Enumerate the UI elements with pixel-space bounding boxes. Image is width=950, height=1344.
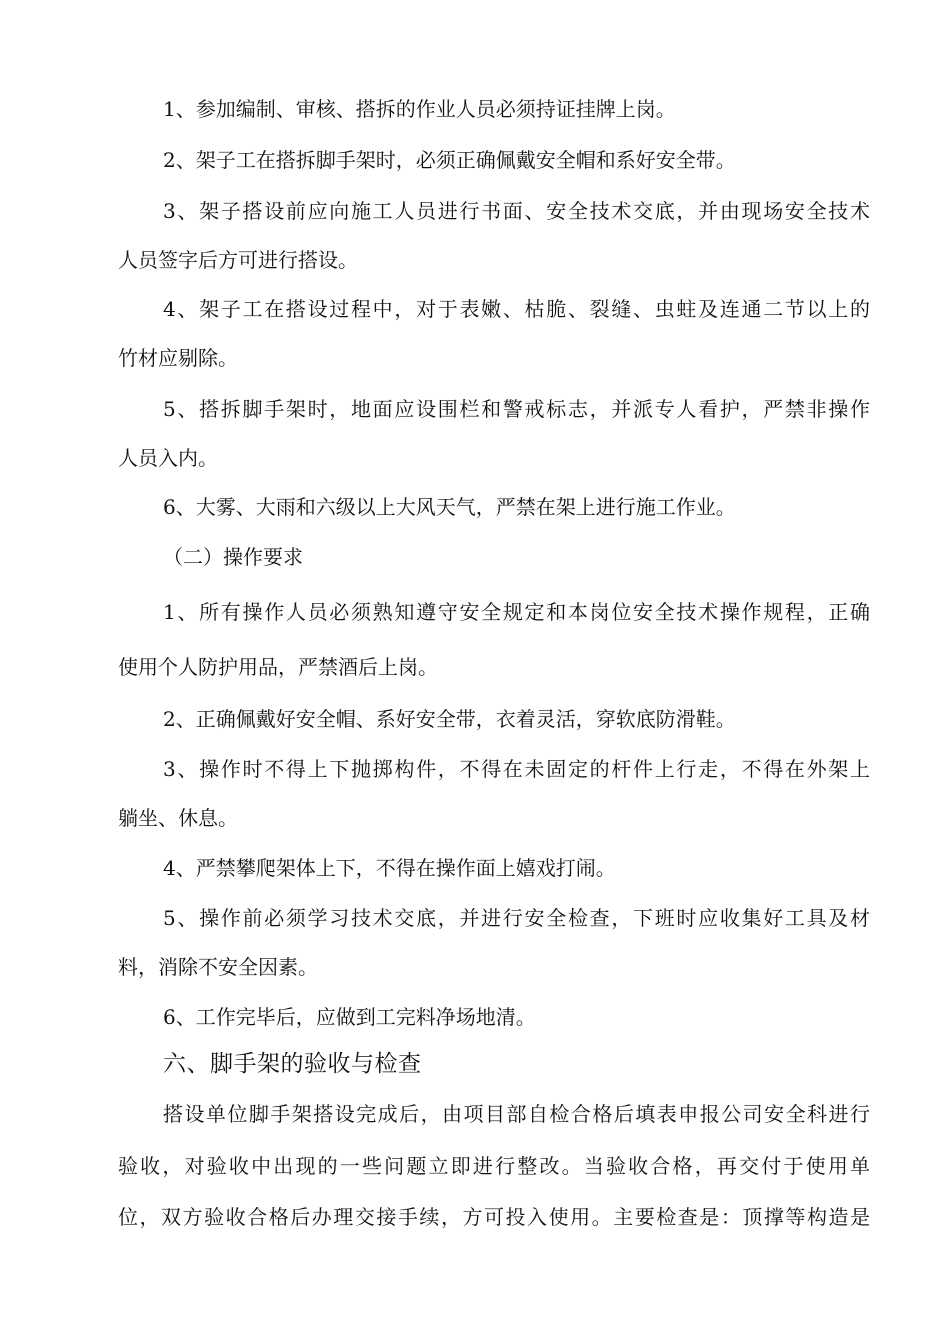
paragraph-line: 验收，对验收中出现的一些问题立即进行整改。当验收合格，再交付于使用单 [118,1154,870,1178]
paragraph-line: 1、所有操作人员必须熟知遵守安全规定和本岗位安全技术操作规程，正确 [163,600,870,624]
paragraph-line: 2、正确佩戴好安全帽、系好安全带，衣着灵活，穿软底防滑鞋。 [163,707,736,731]
paragraph-line: 人员入内。 [118,446,218,470]
paragraph-line: 料，消除不安全因素。 [118,955,318,979]
paragraph-line: 4、架子工在搭设过程中，对于表嫩、枯脆、裂缝、虫蛀及连通二节以上的 [163,297,870,321]
paragraph-line: 竹材应剔除。 [118,346,238,370]
paragraph-line: 6、工作完毕后，应做到工完料净场地清。 [163,1005,536,1029]
paragraph-line: 1、参加编制、审核、搭拆的作业人员必须持证挂牌上岗。 [163,97,676,121]
paragraph-line: 躺坐、休息。 [118,806,238,830]
paragraph-line: 搭设单位脚手架搭设完成后，由项目部自检合格后填表申报公司安全科进行 [163,1102,870,1126]
paragraph-line: 4、严禁攀爬架体上下，不得在操作面上嬉戏打闹。 [163,856,616,880]
paragraph-line: 3、架子搭设前应向施工人员进行书面、安全技术交底，并由现场安全技术 [163,199,870,223]
paragraph-line: 人员签字后方可进行搭设。 [118,248,358,272]
paragraph-line: 3、操作时不得上下抛掷构件，不得在未固定的杆件上行走，不得在外架上 [163,757,870,781]
section-heading: 六、脚手架的验收与检查 [163,1051,422,1077]
paragraph-line: 5、操作前必须学习技术交底，并进行安全检查，下班时应收集好工具及材 [163,906,870,930]
paragraph-line: 位，双方验收合格后办理交接手续，方可投入使用。主要检查是：顶撑等构造是 [118,1205,870,1229]
section-subheading: （二）操作要求 [163,545,303,569]
paragraph-line: 6、大雾、大雨和六级以上大风天气，严禁在架上进行施工作业。 [163,495,736,519]
paragraph-line: 使用个人防护用品，严禁酒后上岗。 [118,655,438,679]
paragraph-line: 5、搭拆脚手架时，地面应设围栏和警戒标志，并派专人看护，严禁非操作 [163,397,870,421]
paragraph-line: 2、架子工在搭拆脚手架时，必须正确佩戴安全帽和系好安全带。 [163,148,736,172]
